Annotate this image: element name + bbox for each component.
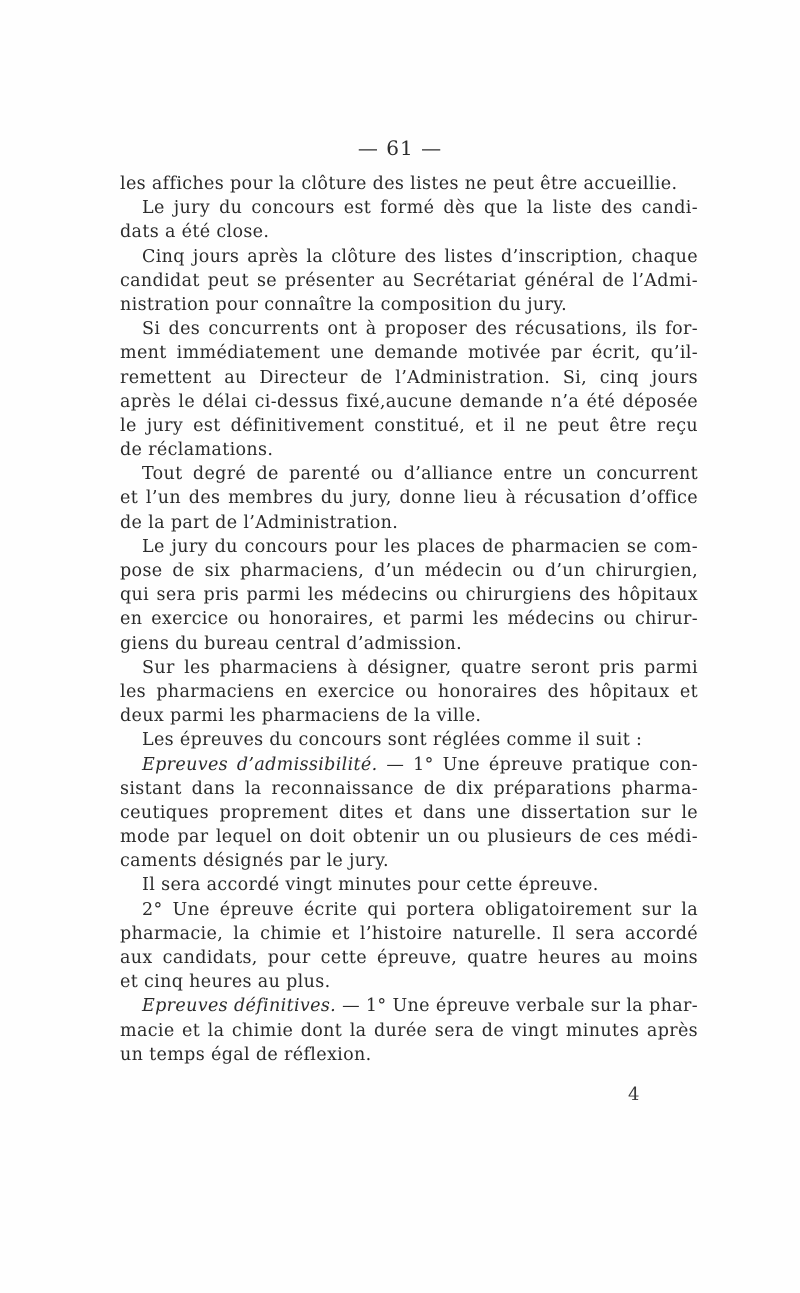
text-line: 2° Une épreuve écrite qui portera obligatoirement sur la [142,899,698,920]
text-line: ceutiques proprement dites et dans une dissertation sur le [120,802,698,823]
text-line: Cinq jours après la clôture des listes d’inscription, chaque [142,246,698,267]
text-line: giens du bureau central d’admission. [120,633,463,654]
text-line: Sur les pharmaciens à désigner, quatre seront pris parmi [142,657,698,678]
text-line: Tout degré de parenté ou d’alliance entre un concurrent [142,464,698,485]
text-line: nistration pour connaître la composition du jury. [120,294,568,315]
section-heading: Epreuves définitives. [142,996,337,1017]
text-line [120,753,698,777]
text-line: aux candidats, pour cette épreuve, quatre heures au moins [120,948,698,968]
text-line: remettent au Directeur de l’Administration. Si, cinq jours [120,367,698,388]
text-line: macie et la chimie dont la durée sera de vingt minutes après [120,1020,698,1041]
text-line: les affiches pour la clôture des listes ne peut être accueillie. [120,174,678,194]
text-line: Si des concurrents ont à proposer des récusations, ils for- [142,319,698,340]
page-number: — 61 — [357,136,443,160]
section-heading: Epreuves d’admissibilité. [142,754,378,775]
text-line: dats a été close. [120,222,270,243]
text-line: et l’un des membres du jury, donne lieu à récusation d’office [120,488,698,509]
text-line: Le jury du concours est formé dès que la liste des candi- [142,198,698,219]
signature-mark: 4 [628,1084,640,1105]
text-line: les pharmaciens en exercice ou honoraires des hôpitaux et [120,681,698,702]
text-line: pose de six pharmaciens, d’un médecin ou d’un chirurgien, [120,561,698,581]
text-line: le jury est définitivement constitué, et il ne peut être reçu [120,415,698,436]
text-line: caments désignés par le jury. [120,851,389,872]
text-line [120,994,698,1018]
text-line: qui sera pris parmi les médecins ou chirurgiens des hôpitaux [120,585,698,606]
line-text: — 1° Une épreuve pratique con- [377,754,699,775]
text-line: de réclamations. [120,440,274,461]
text-line: deux parmi les pharmaciens de la ville. [120,706,482,727]
text-line: après le délai ci-dessus fixé,aucune demande n’a été déposée [120,391,698,412]
text-line: sistant dans la reconnaissance de dix préparations pharma- [120,778,698,799]
line-text: — 1° Une épreuve verbale sur la phar- [336,996,698,1017]
text-line: pharmacie, la chimie et l’histoire naturelle. Il sera accordé [120,923,698,944]
text-line: Le jury du concours pour les places de pharmacien se com- [142,536,698,557]
text-line: un temps égal de réflexion. [120,1044,372,1065]
text-line: ment immédiatement une demande motivée par écrit, qu’il- [120,343,698,364]
text-line: et cinq heures au plus. [120,972,331,993]
text-line: candidat peut se présenter au Secrétariat général de l’Admi- [120,270,698,291]
text-line: mode par lequel on doit obtenir un ou plusieurs de ces médi- [120,827,698,848]
text-line: de la part de l’Administration. [120,512,399,533]
text-line: en exercice ou honoraires, et parmi les médecins ou chirur- [120,609,698,630]
text-line: Il sera accordé vingt minutes pour cette épreuve. [142,875,599,896]
text-line: Les épreuves du concours sont réglées comme il suit : [142,730,643,751]
body-text [120,172,698,1067]
